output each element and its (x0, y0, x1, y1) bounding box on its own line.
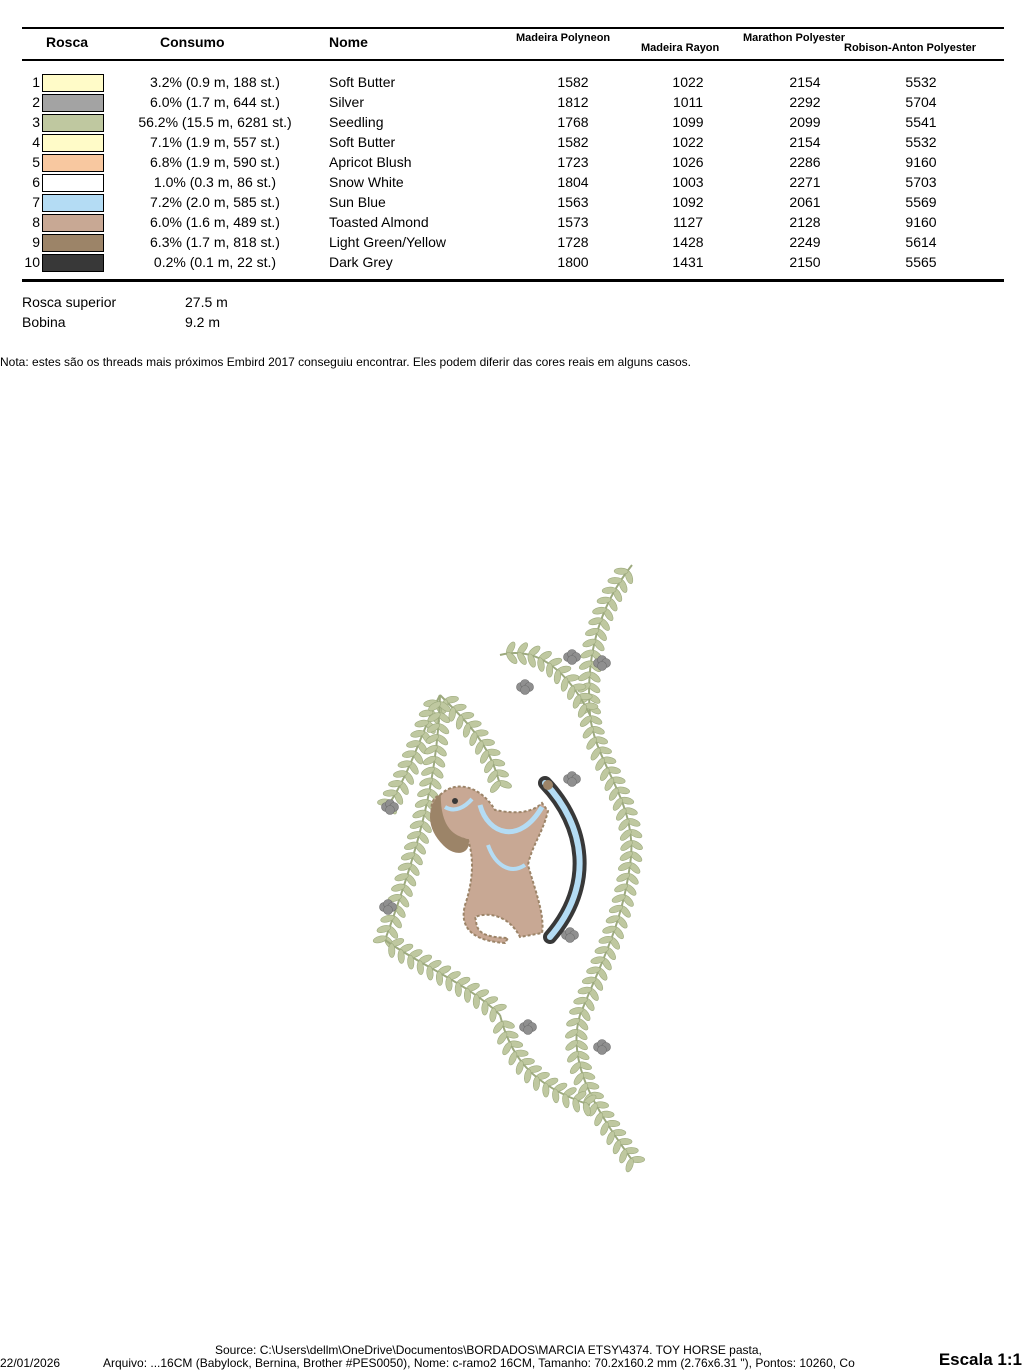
flower-bud-icon (564, 772, 581, 787)
thread-consumo: 56.2% (15.5 m, 6281 st.) (138, 114, 292, 130)
thread-consumo: 6.0% (1.6 m, 489 st.) (150, 214, 280, 230)
leaf (462, 723, 472, 738)
leaf (501, 1041, 513, 1056)
leaf (560, 677, 569, 692)
leaf (612, 1140, 623, 1155)
header-nome: Nome (329, 34, 368, 50)
leaf (553, 670, 561, 685)
leaf (412, 808, 427, 819)
thread-note: Nota: estes são os threads mais próximos Embird 2017 conseguiu encontrar. Eles podem diferir das cores reais em alguns casos. (0, 355, 692, 369)
footer-scale: Escala 1:1 (938, 1350, 1022, 1369)
thread-consumo: 7.1% (1.9 m, 557 st.) (150, 134, 280, 150)
leaf (605, 914, 620, 924)
thread-index: 5 (32, 154, 40, 170)
marathon-code: 2286 (789, 154, 821, 170)
leaf (468, 731, 478, 746)
header-marathon: Marathon Polyester (743, 32, 846, 44)
robison-anton-code: 5541 (905, 114, 937, 130)
madeira-polyneon-code: 1768 (557, 114, 589, 130)
leaf (515, 1060, 525, 1075)
thread-name: Sun Blue (329, 194, 386, 210)
leaf (391, 883, 406, 893)
thread-consumo: 3.2% (0.9 m, 188 st.) (150, 74, 280, 90)
flower-bud-icon (520, 1020, 537, 1035)
madeira-polyneon-code: 1804 (557, 174, 589, 190)
leaf (533, 1076, 540, 1090)
leaf (543, 1083, 550, 1097)
header-robison: Robison-Anton Polyester (844, 42, 977, 54)
robison-anton-code: 9160 (905, 214, 937, 230)
footer-date: 22/01/2026 (0, 1356, 61, 1370)
header-consumo: Consumo (160, 34, 225, 50)
leaf (602, 925, 617, 935)
color-swatch (42, 214, 104, 232)
thread-name: Soft Butter (329, 134, 396, 150)
leaf (599, 1121, 610, 1136)
marathon-code: 2154 (789, 74, 821, 90)
leaf (400, 851, 415, 862)
embroidery-design-preview (360, 545, 660, 1175)
robison-anton-code: 5532 (905, 74, 937, 90)
table-row (0, 152, 1024, 172)
madeira-polyneon-code: 1582 (557, 74, 589, 90)
table-header-rule (22, 59, 1004, 61)
madeira-rayon-code: 1092 (672, 194, 704, 210)
table-row (0, 132, 1024, 152)
madeira-polyneon-code: 1723 (557, 154, 589, 170)
thread-name: Dark Grey (329, 254, 393, 270)
table-row (0, 252, 1024, 272)
marathon-code: 2061 (789, 194, 821, 210)
leaf (582, 637, 597, 648)
robison-anton-code: 5565 (905, 254, 937, 270)
leaf (566, 685, 576, 700)
leaf (546, 663, 553, 677)
footer-arquivo: Arquivo: ...16CM (Babylock, Bernina, Brother #PES0050), Nome: c-ramo2 16CM, Tamanho: 70.2x160.2 mm (2.76x6.31 "), Pontos: 10260, Co (103, 1356, 855, 1370)
madeira-rayon-code: 1022 (672, 74, 704, 90)
thread-consumo: 0.2% (0.1 m, 22 st.) (153, 254, 277, 270)
color-swatch (42, 154, 104, 172)
leaf (420, 765, 435, 777)
leaf (409, 819, 424, 830)
robison-anton-code: 5704 (905, 94, 937, 110)
leaf (403, 840, 418, 851)
madeira-rayon-code: 1428 (672, 234, 704, 250)
robison-anton-code: 5569 (905, 194, 937, 210)
table-bottom-rule (22, 279, 1004, 282)
madeira-polyneon-code: 1573 (557, 214, 589, 230)
leaf (397, 862, 412, 872)
leaf (584, 627, 599, 638)
table-row (0, 112, 1024, 132)
robison-anton-code: 5703 (905, 174, 937, 190)
table-top-rule (22, 27, 1004, 29)
thread-index: 4 (32, 134, 40, 150)
thread-name: Light Green/Yellow (329, 234, 447, 250)
color-swatch (42, 194, 104, 212)
marathon-code: 2154 (789, 134, 821, 150)
madeira-rayon-code: 1003 (672, 174, 704, 190)
leaf (416, 787, 431, 799)
leaf (414, 798, 429, 809)
thread-consumo: 6.3% (1.7 m, 818 st.) (150, 234, 280, 250)
leaf (523, 1069, 532, 1084)
leaf (593, 1112, 605, 1127)
leaf (388, 943, 395, 957)
flower-bud-icon (564, 650, 581, 665)
madeira-polyneon-code: 1582 (557, 134, 589, 150)
table-row (0, 212, 1024, 232)
thread-consumo: 7.2% (2.0 m, 585 st.) (150, 194, 280, 210)
marathon-code: 2249 (789, 234, 821, 250)
marathon-code: 2150 (789, 254, 821, 270)
thread-index: 7 (32, 194, 40, 210)
table-row (0, 92, 1024, 112)
madeira-rayon-code: 1127 (672, 214, 704, 230)
thread-index: 3 (32, 114, 40, 130)
robison-anton-code: 5614 (905, 234, 937, 250)
leaf (394, 872, 409, 882)
leaf (624, 1158, 635, 1173)
color-swatch (42, 114, 104, 132)
thread-index: 2 (32, 94, 40, 110)
thread-index: 10 (24, 254, 40, 270)
leaf (464, 988, 471, 1002)
thread-consumo: 1.0% (0.3 m, 86 st.) (153, 174, 277, 190)
table-row (0, 72, 1024, 92)
madeira-rayon-code: 1431 (672, 254, 704, 270)
table-row (0, 172, 1024, 192)
color-swatch (42, 74, 104, 92)
thread-index: 9 (32, 234, 40, 250)
marathon-code: 2128 (789, 214, 821, 230)
leaf (473, 995, 479, 1009)
table-row (0, 192, 1024, 212)
leaf (507, 1051, 518, 1066)
rosca-superior-label: Rosca superior (22, 294, 117, 310)
leaf (613, 882, 628, 893)
bobina-label: Bobina (22, 314, 66, 330)
thread-name: Soft Butter (329, 74, 396, 90)
color-swatch (42, 94, 104, 112)
color-swatch (42, 134, 104, 152)
madeira-polyneon-code: 1812 (557, 94, 589, 110)
madeira-rayon-code: 1022 (672, 134, 704, 150)
robison-anton-code: 5532 (905, 134, 937, 150)
leaf (423, 744, 438, 756)
flower-bud-icon (517, 680, 534, 695)
leaf (614, 568, 628, 575)
thread-name: Apricot Blush (329, 154, 412, 170)
color-swatch (42, 174, 104, 192)
marathon-code: 2099 (789, 114, 821, 130)
thread-index: 1 (32, 74, 40, 90)
rocking-horse-icon (431, 780, 580, 943)
header-madeira-rayon: Madeira Rayon (641, 42, 720, 54)
madeira-polyneon-code: 1800 (557, 254, 589, 270)
leaf (608, 904, 623, 915)
leaf (618, 1149, 629, 1164)
header-rosca: Rosca (46, 34, 89, 50)
leaf (455, 715, 464, 730)
leaf (418, 776, 433, 788)
marathon-code: 2271 (789, 174, 821, 190)
leaf (526, 653, 537, 668)
leaf (580, 648, 595, 660)
thread-name: Silver (329, 94, 365, 110)
color-swatch (42, 254, 104, 272)
leaf (481, 1001, 488, 1015)
leaf (615, 871, 630, 883)
bobina-value: 9.2 m (185, 314, 221, 330)
leaf (406, 830, 421, 841)
leaf (605, 1130, 616, 1145)
thread-index: 6 (32, 174, 40, 190)
marathon-code: 2292 (789, 94, 821, 110)
leaf (611, 893, 626, 904)
thread-consumo: 6.8% (1.9 m, 590 st.) (150, 154, 280, 170)
leaf (489, 1008, 497, 1023)
madeira-rayon-code: 1026 (672, 154, 704, 170)
robison-anton-code: 9160 (905, 154, 937, 170)
leaf (422, 754, 437, 766)
thread-name: Snow White (329, 174, 404, 190)
color-swatch (42, 234, 104, 252)
leaf (608, 577, 622, 584)
thread-index: 8 (32, 214, 40, 230)
thread-consumo: 6.0% (1.7 m, 644 st.) (150, 94, 280, 110)
header-madeira-polyneon: Madeira Polyneon (516, 32, 611, 44)
madeira-rayon-code: 1011 (672, 94, 704, 110)
thread-name: Seedling (329, 114, 384, 130)
madeira-rayon-code: 1099 (672, 114, 704, 130)
flower-bud-icon (594, 1040, 611, 1055)
madeira-polyneon-code: 1728 (557, 234, 589, 250)
rosca-superior-value: 27.5 m (185, 294, 228, 310)
madeira-polyneon-code: 1563 (557, 194, 589, 210)
table-row (0, 232, 1024, 252)
thread-name: Toasted Almond (329, 214, 429, 230)
footer-source: Source: C:\Users\dellm\OneDrive\Documentos\BORDADOS\MARCIA ETSY\4374. TOY HORSE pasta, (215, 1343, 762, 1357)
